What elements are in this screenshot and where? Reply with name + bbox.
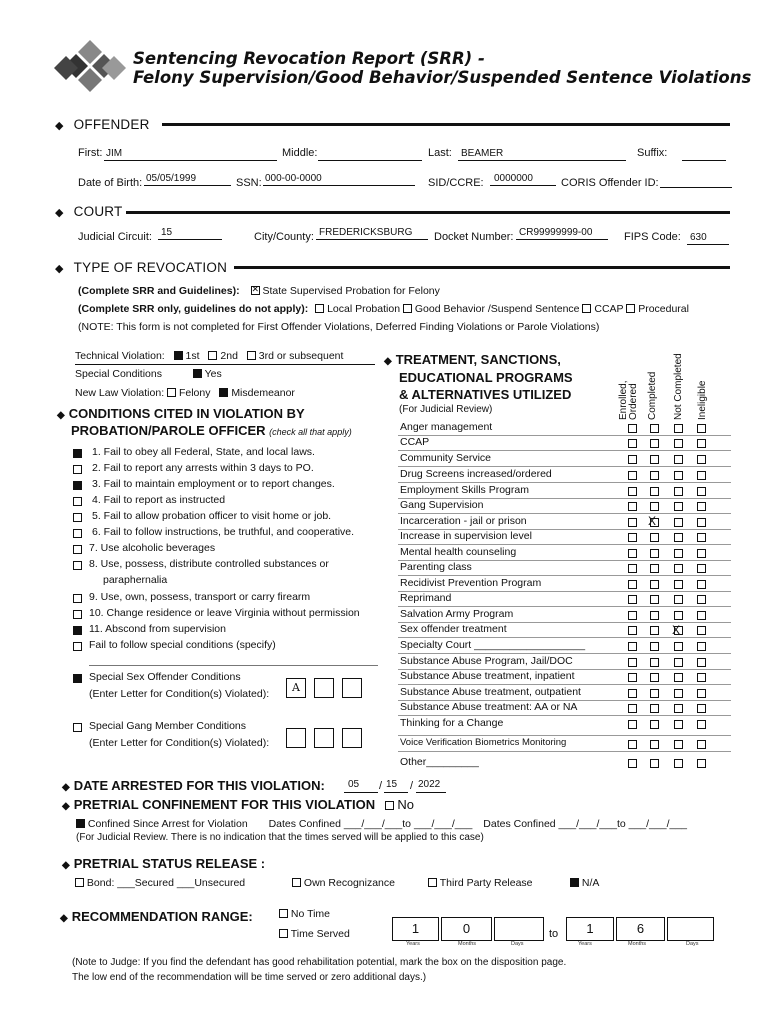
docket-label: Docket Number: [434,231,514,243]
condition-special-label: Fail to follow special conditions (specify) [89,639,276,651]
treatment-completed-checkbox[interactable] [650,673,659,682]
treatment-not-completed-checkbox[interactable] [674,740,683,749]
technical-1st-label: 1st [185,350,200,362]
treatment-ineligible-checkbox[interactable] [697,704,706,713]
circuit-label: Judicial Circuit: [78,231,152,243]
na-option [570,877,599,889]
condition-2-label: 2. Fail to report any arrests within 3 days to PO. [92,462,314,474]
confinement-no-label: No [397,797,414,812]
treatment-item-label: Incarceration - jail or prison [400,515,527,527]
treatment-item-label: Substance Abuse treatment, inpatient [400,670,575,682]
treatment-completed-checkbox[interactable] [650,471,659,480]
time-served-checkbox[interactable] [279,929,288,938]
condition-10-label: 10. Change residence or leave Virginia without permission [89,607,360,619]
condition-11-label: 11. Abscond from supervision [89,623,226,635]
treatment-item-label: Increase in supervision level [400,530,532,542]
treatment-item-label: Parenting class [400,561,472,573]
technical-violation-row [75,350,343,362]
state-probation-label: State Supervised Probation for Felony [262,285,440,297]
recommendation-title: ◆ RECOMMENDATION RANGE: [60,909,253,924]
good-behavior-checkbox[interactable] [403,304,412,313]
treatment-completed-checkbox[interactable] [650,689,659,698]
section-rule [126,211,730,214]
treatment-completed-checkbox[interactable] [650,642,659,651]
own-recognizance-checkbox[interactable] [292,878,301,887]
treatment-completed-checkbox[interactable] [650,455,659,464]
treatment-enrolled-checkbox[interactable] [628,580,637,589]
treatment-ineligible-checkbox[interactable] [697,740,706,749]
condition-7-label: 7. Use alcoholic beverages [89,542,216,554]
gang-condition-letter-2[interactable] [314,728,334,748]
dob-label: Date of Birth: [78,177,143,189]
treatment-not-completed-checkbox[interactable] [674,595,683,604]
treatment-enrolled-checkbox[interactable] [628,424,637,433]
treatment-not-completed-checkbox[interactable] [674,564,683,573]
treatment-ineligible-checkbox[interactable] [697,518,706,527]
treatment-ineligible-checkbox[interactable] [697,471,706,480]
treatment-completed-checkbox[interactable] [650,549,659,558]
offender-section-title: ◆ OFFENDER [55,117,150,132]
row-divider [398,735,731,736]
date-arrested-label: DATE ARRESTED FOR THIS VIOLATION: [73,778,325,793]
sid-field[interactable]: 0000000 [494,173,533,184]
treatment-ineligible-checkbox[interactable] [697,424,706,433]
row-divider [398,513,731,514]
technical-3rd-checkbox[interactable] [247,351,256,360]
treatment-title-3: & ALTERNATIVES UTILIZED [399,387,572,402]
na-checkbox[interactable] [570,878,579,887]
dob-field[interactable]: 05/05/1999 [146,173,197,184]
condition-9-checkbox[interactable] [73,594,82,603]
to-months-label: Months [628,941,647,947]
own-recognizance-option [292,877,395,889]
treatment-not-completed-checkbox[interactable] [674,759,683,768]
no-time-checkbox[interactable] [279,909,288,918]
confined-since-row [76,818,687,830]
bond-checkbox[interactable] [75,878,84,887]
time-served-label: Time Served [290,928,350,940]
first-name-label: First: [78,147,103,159]
treatment-item-label: Specialty Court ___________________ [400,639,586,651]
treatment-not-completed-checkbox[interactable] [674,611,683,620]
dates-confined-2[interactable]: Dates Confined ___/___/___to ___/___/___ [483,818,688,830]
from-months-label: Months [458,941,477,947]
sex-condition-letter-3[interactable] [342,678,362,698]
technical-2nd-checkbox[interactable] [208,351,217,360]
technical-label: Technical Violation: [75,350,165,362]
treatment-enrolled-checkbox[interactable] [628,533,637,542]
treatment-not-completed-checkbox[interactable] [674,471,683,480]
treatment-ineligible-checkbox[interactable] [697,564,706,573]
row-divider [398,637,731,638]
fips-label: FIPS Code: [624,231,681,243]
treatment-not-completed-checkbox[interactable] [674,518,683,527]
treatment-completed-checkbox[interactable] [650,658,659,667]
treatment-ineligible-checkbox[interactable] [697,439,706,448]
condition-4-checkbox[interactable] [73,497,82,506]
treatment-completed-checkbox[interactable] [650,611,659,620]
treatment-item-label: Reprimand [400,592,452,604]
bond-label: Bond: ___Secured ___Unsecured [86,877,246,889]
treatment-enrolled-checkbox[interactable] [628,455,637,464]
condition-3-checkbox[interactable] [73,481,82,490]
condition-9-label: 9. Use, own, possess, transport or carry firearm [89,591,311,603]
treatment-enrolled-checkbox[interactable] [628,673,637,682]
local-probation-checkbox[interactable] [315,304,324,313]
treatment-not-completed-checkbox[interactable] [674,689,683,698]
check-all-note: (check all that apply) [269,427,352,437]
treatment-enrolled-checkbox[interactable] [628,642,637,651]
col-ordered-header: Ordered [628,383,639,420]
to-years-label: Years [578,941,592,947]
treatment-ineligible-checkbox[interactable] [697,658,706,667]
treatment-not-completed-checkbox[interactable] [674,533,683,542]
to-years-box[interactable]: 1 [566,917,614,941]
sex-condition-letter-2[interactable] [314,678,334,698]
treatment-item-label: Gang Supervision [400,499,484,511]
treatment-item-label: Substance Abuse treatment, outpatient [400,686,581,698]
treatment-enrolled-checkbox[interactable] [628,611,637,620]
local-probation-label: Local Probation [327,303,401,315]
no-time-option [279,908,330,920]
treatment-enrolled-checkbox[interactable] [628,549,637,558]
row-divider [398,450,731,451]
treatment-enrolled-checkbox[interactable] [628,564,637,573]
condition-special-checkbox[interactable] [73,642,82,651]
no-time-label: No Time [290,908,331,920]
judge-note-line2: The low end of the recommendation will be time served or zero additional days.) [72,972,427,983]
date-arrested-row: ◆ DATE ARRESTED FOR THIS VIOLATION: [62,778,325,793]
row-divider [398,684,731,685]
technical-2nd-label: 2nd [220,350,238,362]
treatment-item-label: CCAP [400,436,430,448]
treatment-completed-checkbox[interactable] [650,740,659,749]
misdemeanor-checkbox[interactable] [219,388,228,397]
treatment-completed-checkbox[interactable] [650,580,659,589]
third-party-label: Third Party Release [439,877,533,889]
treatment-ineligible-checkbox[interactable] [697,720,706,729]
treatment-title: ◆ TREATMENT, SANCTIONS, [384,352,561,367]
revocation-note: (NOTE: This form is not completed for First Offender Violations, Deferred Finding Violations or Parole Violations) [78,321,600,333]
gang-member-checkbox[interactable] [73,723,82,732]
treatment-not-completed-checkbox[interactable] [674,455,683,464]
special-yes-label: Yes [204,368,222,380]
bond-option [75,877,245,889]
treatment-subtitle: (For Judicial Review) [399,404,493,415]
state-probation-checkbox[interactable] [251,286,260,295]
condition-8-label: 8. Use, possess, distribute controlled substances or [89,558,329,570]
condition-11-checkbox[interactable] [73,626,82,635]
circuit-field[interactable]: 15 [161,227,173,238]
procedural-label: Procedural [638,303,689,315]
condition-7-checkbox[interactable] [73,545,82,554]
treatment-ineligible-checkbox[interactable] [697,533,706,542]
arrest-month[interactable]: 05 [348,779,360,790]
condition-1-checkbox[interactable] [73,449,82,458]
sex-offender-enter-label: (Enter Letter for Condition(s) Violated): [89,688,270,700]
technical-1st-checkbox[interactable] [174,351,183,360]
judge-note-line1: (Note to Judge: If you find the defendant has good rehabilitation potential, mark the box on the disposition page. [72,957,567,968]
treatment-item-label: Substance Abuse treatment: AA or NA [400,701,578,713]
treatment-not-completed-checkbox[interactable] [674,439,683,448]
special-conditions-row [75,368,222,380]
treatment-ineligible-checkbox[interactable] [697,502,706,511]
ccap-label: CCAP [594,303,624,315]
treatment-completed-checkbox[interactable] [650,759,659,768]
report-title-line2: Felony Supervision/Good Behavior/Suspended Sentence Violations [133,68,752,87]
felony-label: Felony [178,387,211,399]
misdemeanor-label: Misdemeanor [231,387,295,399]
treatment-ineligible-checkbox[interactable] [697,580,706,589]
court-section-title: ◆ COURT [55,204,123,219]
to-days-box[interactable] [667,917,714,941]
row-divider [398,715,731,716]
good-behavior-label: Good Behavior /Suspend Sentence [414,303,580,315]
confined-since-checkbox[interactable] [76,819,85,828]
row-divider [398,606,731,607]
ssn-field[interactable]: 000-00-0000 [265,173,322,184]
treatment-item-label: Community Service [400,452,492,464]
na-label: N/A [581,877,600,889]
treatment-enrolled-checkbox[interactable] [628,720,637,729]
treatment-item-label: Recidivist Prevention Program [400,577,542,589]
condition-10-checkbox[interactable] [73,610,82,619]
ccap-checkbox[interactable] [582,304,591,313]
treatment-enrolled-checkbox[interactable] [628,658,637,667]
revocation-line2 [78,303,689,315]
conditions-title-2: PROBATION/PAROLE OFFICER (check all that apply) [71,423,352,438]
no-guidelines-prefix: (Complete SRR only, guidelines do not apply): [78,303,309,315]
treatment-not-completed-checkbox[interactable] [674,549,683,558]
row-divider [398,653,731,654]
treatment-completed-checkbox[interactable] [650,502,659,511]
treatment-item-label: Employment Skills Program [400,484,529,496]
docket-field[interactable]: CR99999999-00 [519,227,593,238]
treatment-enrolled-checkbox[interactable] [628,439,637,448]
treatment-completed-checkbox[interactable] [650,424,659,433]
condition-5-checkbox[interactable] [73,513,82,522]
revocation-section-title: ◆ TYPE OF REVOCATION [55,260,228,275]
own-recognizance-label: Own Recognizance [303,877,395,889]
treatment-not-completed-checkbox[interactable] [674,673,683,682]
condition-2-checkbox[interactable] [73,465,82,474]
sex-offender-label: Special Sex Offender Conditions [89,671,241,683]
row-divider [398,466,731,467]
treatment-enrolled-checkbox[interactable] [628,487,637,496]
middle-name-label: Middle: [282,147,318,159]
to-days-label: Days [686,941,699,947]
date-separator: / [379,780,383,792]
treatment-item-label: Salvation Army Program [400,608,514,620]
row-divider [398,482,731,483]
treatment-item-label: Substance Abuse Program, Jail/DOC [400,655,573,667]
treatment-ineligible-checkbox[interactable] [697,673,706,682]
condition-8-checkbox[interactable] [73,561,82,570]
treatment-ineligible-checkbox[interactable] [697,611,706,620]
ssn-label: SSN: [236,177,262,189]
treatment-ineligible-checkbox[interactable] [697,487,706,496]
treatment-completed-checkbox[interactable] [650,533,659,542]
confined-since-label: Confined Since Arrest for Violation [87,818,248,830]
treatment-completed-checkbox[interactable] [650,704,659,713]
col-completed-header: Completed [647,371,658,420]
confinement-no-checkbox[interactable] [385,801,394,810]
dates-confined-1[interactable]: Dates Confined ___/___/___to ___/___/___ [268,818,473,830]
condition-1-label: 1. Fail to obey all Federal, State, and local laws. [92,446,315,458]
last-name-label: Last: [428,147,452,159]
city-county-label: City/County: [254,231,314,243]
gang-condition-letter-3[interactable] [342,728,362,748]
treatment-enrolled-checkbox[interactable] [628,595,637,604]
confinement-row: ◆ PRETRIAL CONFINEMENT FOR THIS VIOLATION No [62,797,414,812]
treatment-enrolled-checkbox[interactable] [628,471,637,480]
treatment-ineligible-checkbox[interactable] [697,455,706,464]
conditions-title: ◆ CONDITIONS CITED IN VIOLATION BY [57,406,305,421]
gang-member-enter-label: (Enter Letter for Condition(s) Violated): [89,737,270,749]
condition-6-label: 6. Fail to follow instructions, be truthful, and cooperative. [92,526,355,538]
incarceration-completed-mark: X [648,514,657,528]
treatment-completed-checkbox[interactable] [650,439,659,448]
treatment-not-completed-checkbox[interactable] [674,502,683,511]
sex-condition-letter-1[interactable]: A [286,678,306,698]
treatment-completed-checkbox[interactable] [650,720,659,729]
treatment-not-completed-checkbox[interactable] [674,704,683,713]
treatment-enrolled-checkbox[interactable] [628,740,637,749]
treatment-item-label: Mental health counseling [400,546,517,558]
treatment-enrolled-checkbox[interactable] [628,759,637,768]
procedural-checkbox[interactable] [626,304,635,313]
gang-member-label: Special Gang Member Conditions [89,720,246,732]
from-days-label: Days [511,941,524,947]
judicial-review-note: (For Judicial Review. There is no indication that the times served will be applied to this case) [76,832,484,843]
treatment-ineligible-checkbox[interactable] [697,759,706,768]
treatment-enrolled-checkbox[interactable] [628,704,637,713]
col-enrolled-header: Enrolled, [618,380,629,420]
technical-3rd-label: 3rd or subsequent [258,350,344,362]
suffix-label: Suffix: [637,147,668,159]
treatment-item-label: Thinking for a Change [400,717,504,729]
from-months-box[interactable]: 0 [441,917,492,941]
condition-4-label: 4. Fail to report as instructed [92,494,226,506]
treatment-enrolled-checkbox[interactable] [628,518,637,527]
from-years-label: Years [406,941,420,947]
sex-offender-not-completed-mark: X [672,623,681,637]
from-days-box[interactable] [494,917,544,941]
special-yes-checkbox[interactable] [193,369,202,378]
treatment-enrolled-checkbox[interactable] [628,626,637,635]
treatment-ineligible-checkbox[interactable] [697,595,706,604]
new-law-label: New Law Violation: [75,387,165,399]
sex-offender-checkbox[interactable] [73,674,82,683]
arrest-year[interactable]: 2022 [418,779,441,790]
time-served-option [279,928,350,940]
treatment-completed-checkbox[interactable] [650,626,659,635]
row-divider [398,751,731,752]
last-name-field[interactable]: BEAMER [461,148,504,159]
from-years-box[interactable]: 1 [392,917,439,941]
special-conditions-label: Special Conditions [75,368,162,380]
treatment-item-label: Anger management [400,421,493,433]
row-divider [398,435,731,436]
coris-label: CORIS Offender ID: [561,177,659,189]
treatment-not-completed-checkbox[interactable] [674,720,683,729]
treatment-item-label: Drug Screens increased/ordered [400,468,552,480]
arrest-day[interactable]: 15 [386,779,398,790]
col-not-completed-header: Not Completed [673,353,684,420]
confinement-label: PRETRIAL CONFINEMENT FOR THIS VIOLATION [73,797,376,812]
treatment-not-completed-checkbox[interactable] [674,424,683,433]
felony-checkbox[interactable] [167,388,176,397]
to-months-box[interactable]: 6 [616,917,665,941]
third-party-option [428,877,533,889]
condition-5-label: 5. Fail to allow probation officer to visit home or job. [92,510,332,522]
revocation-line1 [78,285,440,297]
treatment-not-completed-checkbox[interactable] [674,487,683,496]
city-county-field[interactable]: FREDERICKSBURG [319,227,413,238]
treatment-not-completed-checkbox[interactable] [674,580,683,589]
treatment-ineligible-checkbox[interactable] [697,549,706,558]
guidelines-prefix: (Complete SRR and Guidelines): [78,285,240,297]
sid-label: SID/CCRE: [428,177,484,189]
treatment-enrolled-checkbox[interactable] [628,502,637,511]
third-party-checkbox[interactable] [428,878,437,887]
report-title-line1: Sentencing Revocation Report (SRR) - [133,49,485,68]
treatment-not-completed-checkbox[interactable] [674,658,683,667]
gang-condition-letter-1[interactable] [286,728,306,748]
first-name-field[interactable]: JIM [106,148,123,159]
date-separator: / [410,780,414,792]
new-law-row [75,387,295,399]
section-rule [162,123,730,126]
fips-field[interactable]: 630 [690,232,707,243]
treatment-enrolled-checkbox[interactable] [628,689,637,698]
condition-8-label-cont: paraphernalia [103,574,168,586]
col-ineligible-header: Ineligible [697,380,708,420]
row-divider [398,544,731,545]
treatment-item-label: Sex offender treatment [400,623,507,635]
pretrial-status-title: ◆ PRETRIAL STATUS RELEASE : [62,856,266,871]
condition-3-label: 3. Fail to maintain employment or to report changes. [92,478,335,490]
treatment-completed-checkbox[interactable] [650,487,659,496]
diamond-logo [50,40,130,96]
treatment-title-2: EDUCATIONAL PROGRAMS [399,370,573,385]
treatment-completed-checkbox[interactable] [650,595,659,604]
section-rule [234,266,730,269]
treatment-item-label: Other_________ [400,756,479,768]
treatment-completed-checkbox[interactable] [650,564,659,573]
treatment-item-label: Voice Verification Biometrics Monitoring [400,737,567,748]
row-divider [398,575,731,576]
range-to-label: to [549,928,559,940]
treatment-ineligible-checkbox[interactable] [697,689,706,698]
treatment-ineligible-checkbox[interactable] [697,642,706,651]
condition-6-checkbox[interactable] [73,529,82,538]
treatment-not-completed-checkbox[interactable] [674,642,683,651]
treatment-ineligible-checkbox[interactable] [697,626,706,635]
